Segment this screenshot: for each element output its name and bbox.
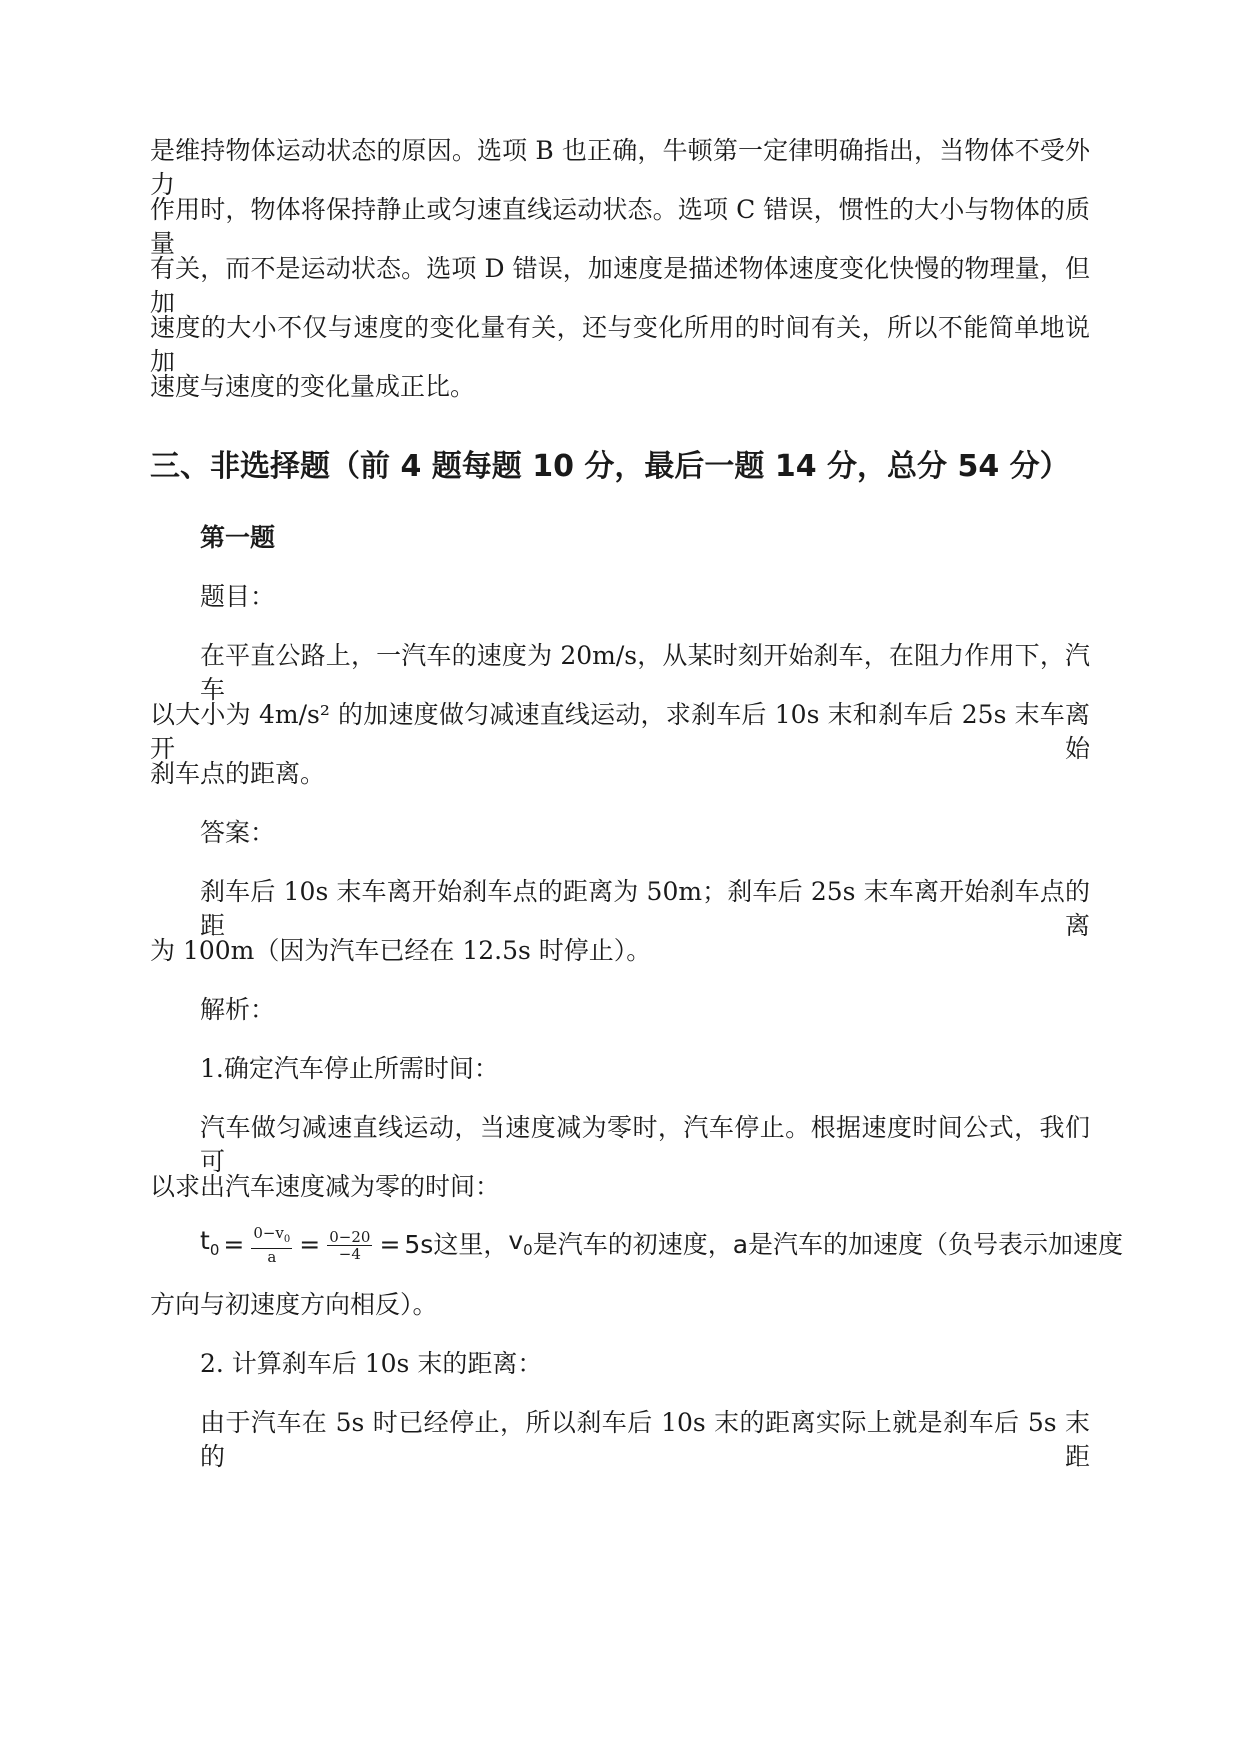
fraction-denominator: a bbox=[267, 1248, 277, 1266]
fraction bbox=[251, 1225, 292, 1265]
step-line: 以求出汽车速度减为零的时间： bbox=[150, 1172, 501, 1201]
step-line: 汽车做匀减速直线运动，当速度减为零时，汽车停止。根据速度时间公式，我们可 bbox=[200, 1113, 1090, 1176]
answer-line: 刹车后 10s 末车离开始刹车点的距离为 50m；刹车后 25s 末车离开始刹车点的距离 bbox=[200, 877, 1090, 940]
equals-sign: = bbox=[299, 1230, 321, 1259]
formula-result: 5s bbox=[404, 1230, 434, 1259]
prompt-line: 在平直公路上，一汽车的速度为 20m/s，从某时刻开始刹车，在阻力作用下，汽车 bbox=[200, 641, 1090, 704]
paragraph-line: 作用时，物体将保持静止或匀速直线运动状态。选项 C 错误，惯性的大小与物体的质量 bbox=[150, 195, 1090, 258]
formula-v0: $v_0$ bbox=[508, 1225, 533, 1259]
formula-text: 是汽车的初速度， bbox=[532, 1230, 733, 1259]
answer-label: 答案： bbox=[200, 818, 276, 847]
step-title: 1.确定汽车停止所需时间： bbox=[200, 1054, 499, 1083]
prompt-label: 题目： bbox=[200, 582, 276, 611]
equals-sign: = bbox=[379, 1230, 401, 1259]
formula-continuation: 方向与初速度方向相反）。 bbox=[150, 1290, 438, 1319]
formula-line bbox=[200, 1222, 1124, 1268]
analysis-label: 解析： bbox=[200, 995, 276, 1024]
formula-a: a bbox=[732, 1230, 749, 1259]
answer-line: 为 100m（因为汽车已经在 12.5s 时停止）。 bbox=[150, 936, 652, 965]
paragraph-line: 是维持物体运动状态的原因。选项 B 也正确，牛顿第一定律明确指出，当物体不受外力 bbox=[150, 136, 1090, 199]
fraction-numerator: $0-v_0$ bbox=[251, 1225, 292, 1249]
prompt-line: 刹车点的距离。 bbox=[150, 759, 326, 788]
fraction-denominator: −4 bbox=[338, 1244, 361, 1263]
paragraph-line: 速度的大小不仅与速度的变化量有关，还与变化所用的时间有关，所以不能简单地说加 bbox=[150, 313, 1090, 376]
section-heading: 三、非选择题（前 4 题每题 10 分，最后一题 14 分，总分 54 分） bbox=[150, 449, 1070, 484]
fraction bbox=[327, 1229, 372, 1262]
equals-sign: = bbox=[223, 1230, 245, 1259]
prompt-line: 以大小为 4m/s² 的加速度做匀减速直线运动，求刹车后 10s 末和刹车后 25s 末车离开始 bbox=[150, 700, 1090, 763]
paragraph-line: 有关，而不是运动状态。选项 D 错误，加速度是描述物体速度变化快慢的物理量，但加 bbox=[150, 254, 1090, 317]
step-line: 由于汽车在 5s 时已经停止，所以刹车后 10s 末的距离实际上就是刹车后 5s 末的距 bbox=[200, 1408, 1090, 1471]
formula-lhs: $t_0$ bbox=[200, 1225, 220, 1259]
formula-text: 这里， bbox=[433, 1230, 509, 1259]
fraction-numerator: 0−20 bbox=[329, 1227, 371, 1246]
step-title: 2. 计算刹车后 10s 末的距离： bbox=[200, 1349, 543, 1378]
formula-text: 是汽车的加速度（负号表示加速度 bbox=[748, 1230, 1124, 1259]
paragraph-line: 速度与速度的变化量成正比。 bbox=[150, 372, 476, 401]
question-title: 第一题 bbox=[200, 523, 276, 552]
